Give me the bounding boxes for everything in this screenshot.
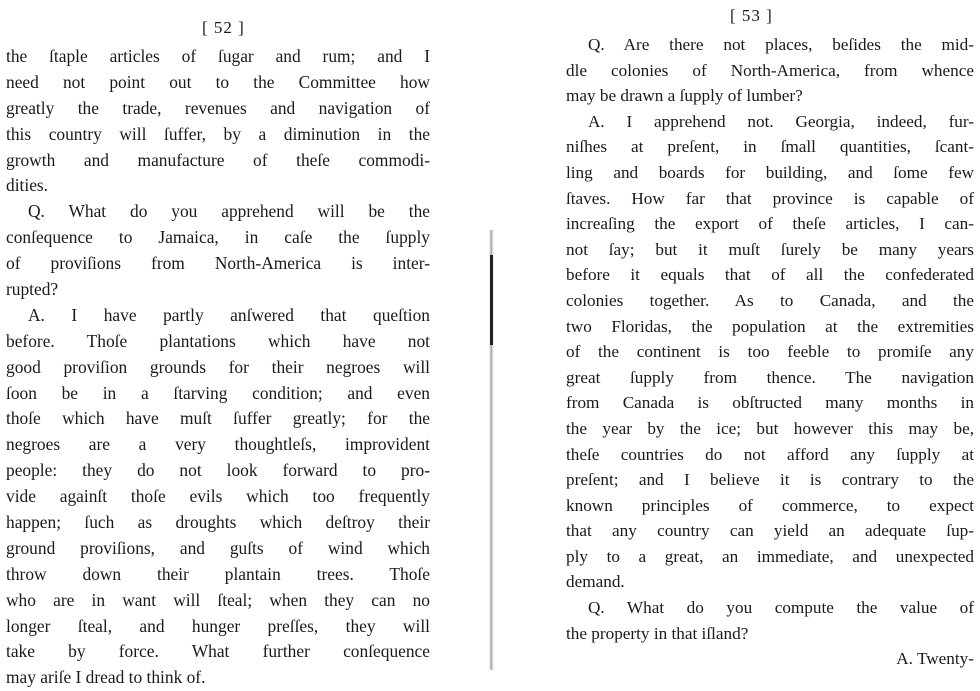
answer-line: A. I have partly anſwered that queſtion (28, 304, 430, 325)
text-line: great ſupply from thence. The navigation (566, 367, 974, 387)
question-line: Q. What do you apprehend will be the (28, 201, 430, 222)
text-line: dities. (6, 175, 49, 196)
book-gutter-binding (490, 255, 493, 345)
text-line: before it equals that of all the confederated (566, 265, 974, 285)
text-line: greatly the trade, revenues and navigation of (6, 97, 430, 118)
page-number-left: [ 52 ] (202, 18, 245, 37)
text-line: good proviſion grounds for their negroes will (6, 356, 430, 377)
text-line: before. Thoſe plantations which have not (6, 330, 430, 351)
text-line: that any country can yield an adequate ſup- (566, 521, 974, 541)
text-line: theſe countries do not afford any ſupply at (566, 444, 974, 464)
text-line: may ariſe I dread to think of. (6, 667, 206, 688)
catchword-line: A. Twenty- (896, 649, 974, 669)
text-line: the year by the ice; but however this may be, (566, 418, 974, 438)
text-line: take by force. What further conſequence (6, 641, 430, 662)
text-line: ply to a great, an immediate, and unexpected (566, 546, 974, 566)
text-line: happen; ſuch as droughts which deſtroy their (6, 512, 430, 533)
text-line: ling and boards for building, and ſome few (566, 162, 974, 182)
text-line: of the continent is too feeble to promiſe any (566, 342, 974, 362)
text-line: the property in that iſland? (566, 623, 749, 643)
question-line: Q. What do you compute the value of (588, 598, 974, 618)
left-page-text (6, 44, 430, 691)
right-page-text (566, 32, 974, 672)
answer-line: A. I apprehend not. Georgia, indeed, fur- (588, 111, 974, 131)
text-line: thoſe which have muſt ſuffer greatly; for the (6, 408, 430, 429)
text-line: people: they do not look forward to pro- (6, 460, 430, 481)
text-line: ſoon be in a ſtarving condition; and even (6, 382, 430, 403)
text-line: two Floridas, the population at the extremities (566, 316, 974, 336)
text-line: growth and manufacture of theſe commodi- (6, 149, 430, 170)
text-line: ſtaves. How far that province is capable of (566, 188, 974, 208)
text-line: vide againſt thoſe evils which too frequently (6, 486, 430, 507)
text-line: negroes are a very thoughtleſs, improvident (6, 434, 430, 455)
text-line: rupted? (6, 279, 59, 300)
text-line: preſent; and I believe it is contrary to the (566, 470, 974, 490)
text-line: need not point out to the Committee how (6, 71, 430, 92)
text-line: of proviſions from North-America is inter- (6, 253, 430, 274)
text-line: conſequence to Jamaica, in caſe the ſupply (6, 227, 430, 248)
text-line: from Canada is obſtructed many months in (566, 393, 974, 413)
text-line: longer ſteal, and hunger preſſes, they will (6, 615, 430, 636)
page-number-right: [ 53 ] (730, 6, 773, 25)
text-line: known principles of commerce, to expect (566, 495, 974, 515)
text-line: throw down their plantain trees. Thoſe (6, 563, 430, 584)
text-line: not ſay; but it muſt ſurely be many years (566, 239, 974, 259)
left-page (0, 0, 486, 688)
right-page (498, 0, 980, 677)
text-line: the ſtaple articles of ſugar and rum; and I (6, 46, 430, 66)
text-line: colonies together. As to Canada, and the (566, 290, 974, 310)
text-line: may be drawn a ſupply of lumber? (566, 86, 803, 106)
question-line: Q. Are there not places, beſides the mid- (588, 35, 974, 54)
text-line: who are in want will ſteal; when they can no (6, 589, 430, 610)
text-line: this country will ſuffer, by a diminution in the (6, 123, 430, 144)
text-line: demand. (566, 572, 625, 592)
text-line: increaſing the export of theſe articles, I can- (566, 214, 974, 234)
text-line: dle colonies of North-America, from whence (566, 60, 974, 80)
text-line: ground proviſions, and guſts of wind which (6, 537, 430, 558)
text-line: niſhes at preſent, in ſmall quantities, ſcant- (566, 137, 974, 157)
